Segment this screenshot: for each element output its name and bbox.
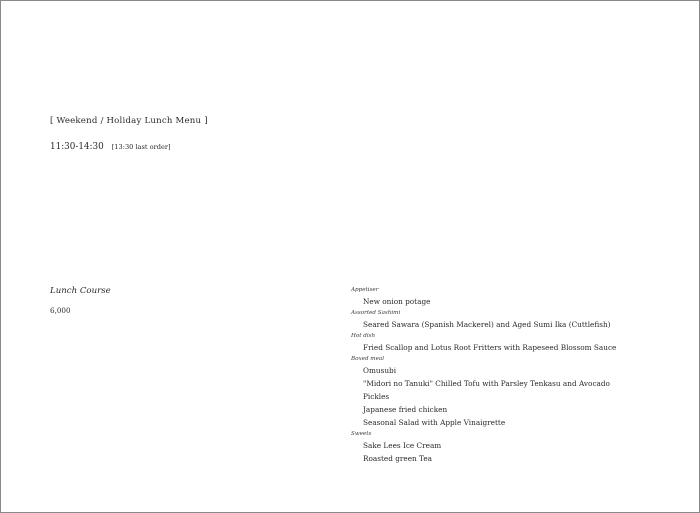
dish-item: Seasonal Salad with Apple Vinaigrette — [363, 418, 506, 427]
menu-section-sashimi — [351, 308, 671, 331]
category-label: Assorted Sashimi — [351, 310, 401, 316]
category-label: Boxed meal — [351, 356, 385, 362]
dish-item: Seared Sawara (Spanish Mackerel) and Aged Sumi Ika (Cuttlefish) — [363, 320, 611, 329]
dish-item: Pickles — [363, 392, 390, 401]
menu-title: [ Weekend / Holiday Lunch Menu ] — [50, 116, 208, 126]
course-price: 6,000 — [50, 306, 71, 315]
service-hours — [50, 134, 171, 153]
category-label: Sweets — [351, 431, 372, 437]
dish-item: New onion potage — [363, 297, 431, 306]
last-order-note: [13:30 last order] — [111, 143, 171, 151]
category-label: Hot dish — [351, 333, 376, 339]
hours-text: 11:30-14:30 — [50, 142, 104, 152]
menu-section-boxed-meal — [351, 354, 671, 429]
dish-item: "Midori no Tanuki" Chilled Tofu with Parsley Tenkasu and Avocado — [363, 379, 610, 388]
dish-item: Roasted green Tea — [363, 454, 433, 463]
dish-item: Omusubi — [363, 366, 397, 375]
course-name: Lunch Course — [50, 286, 111, 296]
menu-section-appetiser — [351, 285, 671, 308]
menu-section-hot-dish — [351, 331, 671, 354]
dish-item: Japanese fried chicken — [363, 405, 448, 414]
course-menu-list — [351, 285, 671, 465]
menu-section-sweets — [351, 429, 671, 465]
category-label: Appetiser — [351, 287, 379, 293]
dish-item: Sake Lees Ice Cream — [363, 441, 442, 450]
dish-item: Fried Scallop and Lotus Root Fritters with Rapeseed Blossom Sauce — [363, 343, 617, 352]
